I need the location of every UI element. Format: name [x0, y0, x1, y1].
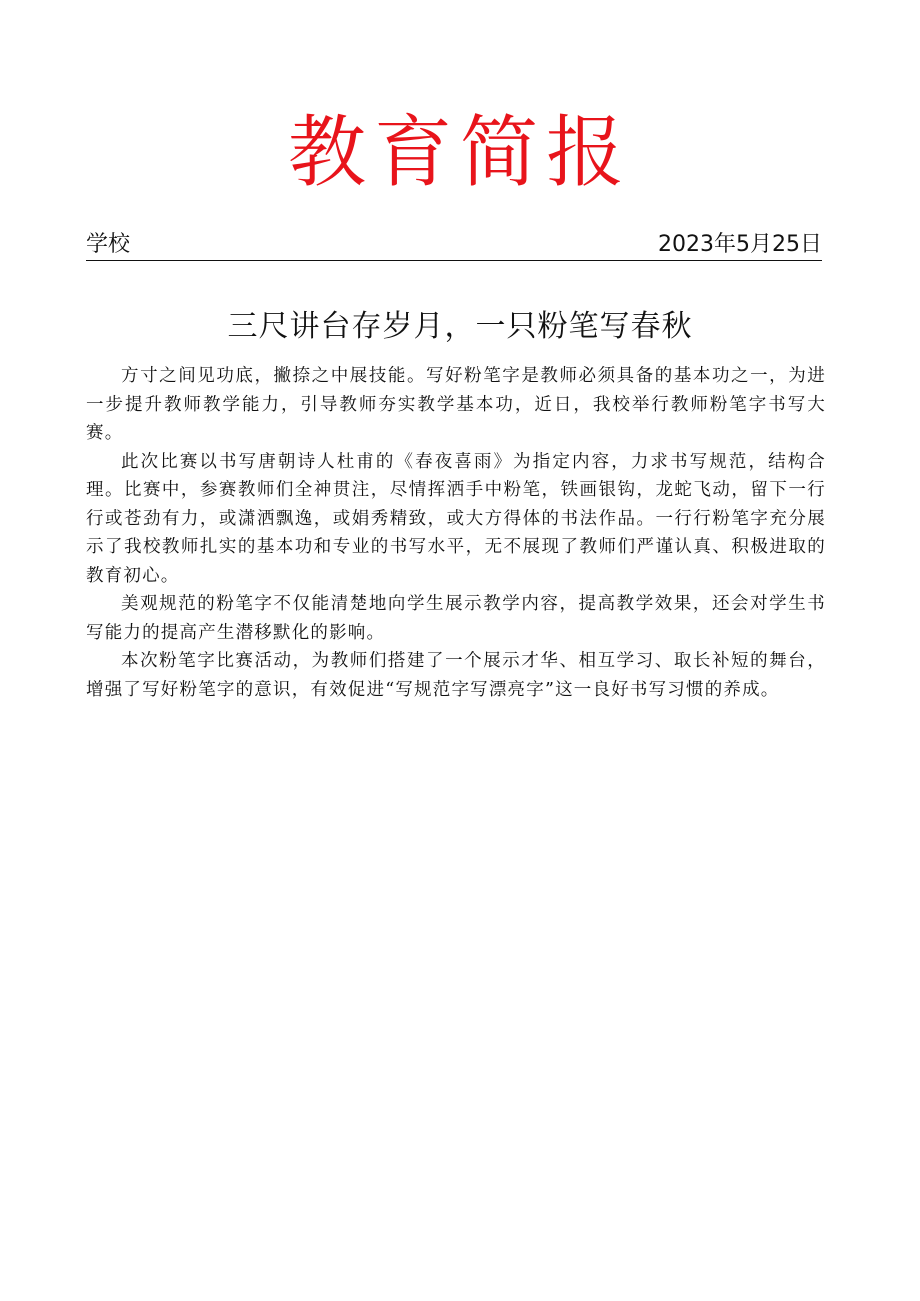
- article-body: [86, 362, 826, 704]
- paragraph-4: 本次粉笔字比赛活动，为教师们搭建了一个展示才华、相互学习、取长补短的舞台，增强了写好粉笔字的意识，有效促进“写规范字写漂亮字”这一良好书写习惯的养成。: [86, 651, 826, 700]
- issue-date: 2023年5月25日: [658, 232, 822, 257]
- meta-line: [86, 230, 822, 261]
- school-label: 学校: [86, 232, 131, 257]
- paragraph-1: 方寸之间见功底，撇捺之中展技能。写好粉笔字是教师必须具备的基本功之一，为进一步提升教师教学能力，引导教师夯实教学基本功，近日，我校举行教师粉笔字书写大赛。: [86, 366, 826, 443]
- article-headline: 三尺讲台存岁月，一只粉笔写春秋: [227, 309, 693, 345]
- paragraph-3: 美观规范的粉笔字不仅能清楚地向学生展示教学内容，提高教学效果，还会对学生书写能力的提高产生潜移默化的影响。: [86, 594, 826, 643]
- paragraph-2: 此次比赛以书写唐朝诗人杜甫的《春夜喜雨》为指定内容，力求书写规范，结构合理。比赛中，参赛教师们全神贯注，尽情挥洒手中粉笔，铁画银钩，龙蛇飞动，留下一行行或苍劲有力，或潇洒飘逸，或娟秀精致，或大方得体的书法作品。一行行粉笔字充分展示了我校教师扎实的基本功和专业的书写水平，无不展现了教师们严谨认真、积极进取的教育初心。: [86, 451, 826, 586]
- masthead-title: 教育简报: [287, 108, 632, 198]
